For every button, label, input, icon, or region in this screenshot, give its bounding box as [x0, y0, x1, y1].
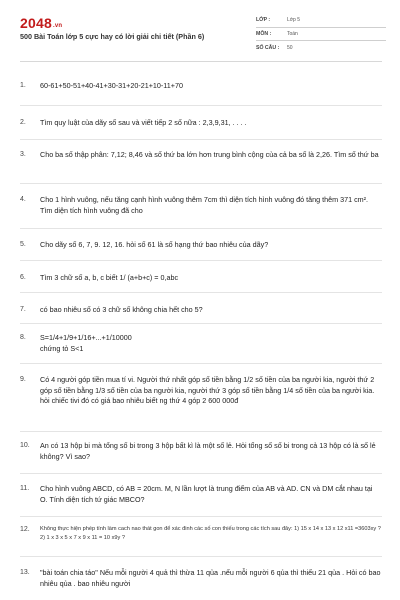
question-text: S=1/4+1/9+1/16+...+1/10000 chứng tỏ S<1	[40, 333, 132, 353]
question-item	[20, 324, 382, 364]
question-item	[20, 62, 382, 106]
question-text: 60-61+50-51+40-41+30-31+20-21+10-11+70	[40, 81, 183, 90]
site-logo[interactable]: 2048.vn	[20, 15, 63, 31]
question-item	[20, 517, 382, 557]
question-number: 3.	[20, 151, 26, 158]
question-item	[20, 557, 382, 597]
question-item	[20, 261, 382, 293]
question-text: Có 4 người góp tiền mua tí vi. Người thứ nhất góp số tiền bằng 1/2 số tiền của ba người kia, người thứ 2 góp số tiền bằng 1/3 số tiền của ba người kia, người thứ 3 góp số tiền bằng 1/4 số tiền của ba người kia. hỏi chiếc tivi đó có giá bao nhiêu biết ng thứ 4 góp 2 600 000đ	[40, 375, 375, 406]
question-text: Tìm 3 chữ số a, b, c biết 1/ (a+b+c) = 0,abc	[40, 273, 179, 282]
question-number: 10.	[20, 442, 30, 449]
question-list	[20, 62, 382, 597]
question-text: An có 13 hộp bi mà tổng số bi trong 3 hộp bất kì là một số lẻ. Hỏi tổng số số bi trong cả 13 hộp có là số lẻ không? Vì sao?	[40, 441, 376, 461]
meta-value: Toán	[287, 30, 298, 37]
question-number: 2.	[20, 119, 26, 126]
meta-row-grade	[256, 14, 386, 28]
question-item	[20, 184, 382, 229]
question-item	[20, 293, 382, 324]
question-number: 11.	[20, 485, 30, 492]
question-item	[20, 106, 382, 140]
page-title: 500 Bài Toán lớp 5 cực hay có lời giải chi tiết (Phần 6)	[20, 32, 205, 41]
question-text: Cho dãy số 6, 7, 9. 12, 16. hỏi số 61 là số hạng thứ bao nhiêu của dãy?	[40, 240, 269, 249]
question-number: 4.	[20, 196, 26, 203]
question-text: "bài toán chia táo" Nếu mỗi người 4 quả thì thừa 11 qủa .nếu mỗi người 6 qủa thì thiếu 21 qủa . Hỏi có bao nhiêu qủa . bao nhiêu người	[40, 568, 381, 588]
question-item	[20, 364, 382, 432]
question-text: Không thực hiện phép tính làm cach nao thát gon để xác đinh các số con thiếu trong các tích sau đây: 1) 15 x 14 x 13 x 12 x11 =3603xy ? 2) 1 x 3 x 5 x 7 x 9 x 11 = 10 x9y ?	[40, 526, 381, 541]
meta-row-subject	[256, 28, 386, 42]
question-text: có bao nhiêu số có 3 chữ số không chia hết cho 5?	[40, 305, 203, 314]
question-number: 13.	[20, 569, 30, 576]
question-number: 12.	[20, 526, 30, 533]
question-text: Tìm quy luật của dãy số sau và viết tiếp 2 số nữa : 2,3,9,31, . . . .	[40, 118, 247, 127]
meta-value: Lớp 5	[287, 17, 301, 24]
meta-value: 50	[287, 44, 293, 51]
question-item	[20, 474, 382, 517]
page-header	[20, 0, 382, 62]
question-text: Cho 1 hình vuông, nếu tăng cạnh hình vuông thêm 7cm thì diện tích hình vuông đó tăng thêm 371 cm². Tìm diện tích hình vuông đã cho	[40, 195, 369, 215]
question-item	[20, 140, 382, 184]
meta-label: SỐ CÂU :	[256, 44, 280, 51]
question-number: 1.	[20, 82, 26, 89]
question-number: 9.	[20, 376, 26, 383]
question-text: Cho hình vuông ABCD, có AB = 20cm. M, N lần lượt là trung điểm của AB và AD. CN và DM cắt nhau tại O. Tính diện tích tứ giác MBCO?	[40, 484, 373, 504]
question-item	[20, 432, 382, 474]
question-number: 8.	[20, 334, 26, 341]
meta-row-count	[256, 41, 386, 55]
meta-info-box	[256, 14, 386, 55]
question-number: 5.	[20, 241, 26, 248]
question-number: 6.	[20, 274, 26, 281]
question-item	[20, 229, 382, 261]
meta-label: LỚP :	[256, 17, 271, 24]
meta-label: MÔN :	[256, 30, 272, 37]
question-text: Cho ba số thập phân: 7,12; 8,46 và số thứ ba lớn hơn trung bình cộng của cả ba số là 2,26. Tìm số thứ ba	[40, 150, 379, 159]
question-number: 7.	[20, 306, 26, 313]
